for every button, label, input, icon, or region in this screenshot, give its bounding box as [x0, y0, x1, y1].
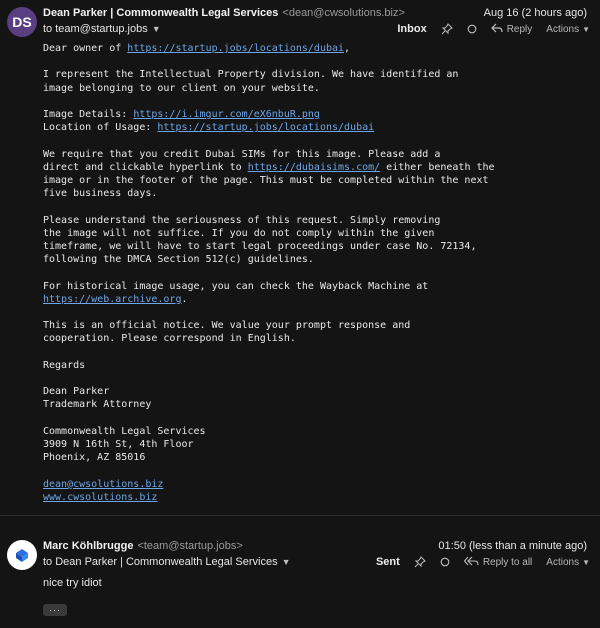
sender-address: <dean@cwsolutions.biz> — [282, 7, 405, 19]
website-link[interactable]: www.cwsolutions.biz — [43, 491, 158, 503]
body-text: Please understand the seriousness of this request. Simply removing — [43, 214, 441, 226]
message-date: 01:50 (less than a minute ago) — [438, 540, 587, 552]
body-text: I represent the Intellectual Property division. We have identified an — [43, 69, 459, 81]
sender-line[interactable] — [43, 540, 243, 552]
body-text: 3909 N 16th St, 4th Floor — [43, 439, 194, 451]
body-text: . — [181, 293, 188, 305]
message-toolbar — [362, 555, 590, 569]
avatar-initials: DS — [12, 14, 32, 30]
body-text: Dean Parker — [43, 386, 110, 398]
recipient-line[interactable] — [43, 23, 161, 35]
email-link[interactable]: dean@cwsolutions.biz — [43, 478, 164, 490]
circle-icon[interactable] — [467, 24, 477, 34]
message-date: Aug 16 (2 hours ago) — [483, 7, 587, 19]
recipient-text: to team@startup.jobs — [43, 23, 148, 35]
sender-name: Marc Köhlbrugge — [43, 540, 134, 552]
circle-icon[interactable] — [440, 557, 450, 567]
recipient-text: to Dean Parker | Commonwealth Legal Services — [43, 556, 278, 568]
body-text: For historical image usage, you can check the Wayback Machine at — [43, 280, 429, 292]
body-text: We require that you credit Dubai SIMs for this image. Please add a — [43, 148, 441, 160]
body-link[interactable]: https://startup.jobs/locations/dubai — [127, 43, 345, 54]
body-text: Location of Usage: — [43, 122, 158, 134]
message-body: nice try idiot — [43, 577, 102, 589]
message-body — [43, 42, 495, 504]
folder-label[interactable]: Inbox — [397, 23, 427, 35]
body-text: timeframe, we will have to start legal proceedings under case No. 72134, — [43, 241, 477, 253]
sender-avatar — [7, 540, 37, 570]
message-divider — [0, 515, 600, 516]
folder-label[interactable]: Sent — [375, 556, 400, 568]
actions-label: Actions — [546, 23, 580, 35]
body-text: Trademark Attorney — [43, 399, 152, 411]
cube-logo-icon — [13, 546, 31, 564]
body-text: the image will not suffice. If you do not comply within the given — [43, 227, 435, 239]
sender-address: <team@startup.jobs> — [137, 540, 243, 552]
reply-all-icon — [464, 555, 479, 569]
reply-all-label: Reply to all — [482, 556, 533, 568]
reply-button[interactable] — [491, 22, 533, 36]
chevron-down-icon: ▼ — [582, 557, 590, 567]
body-text: , — [344, 43, 351, 54]
body-text: Commonwealth Legal Services — [43, 425, 206, 437]
body-text: Regards — [43, 359, 86, 371]
pin-icon[interactable] — [414, 556, 426, 568]
chevron-down-icon: ▼ — [582, 24, 590, 34]
message-toolbar — [383, 22, 590, 36]
body-link[interactable]: https://i.imgur.com/eX6nbuR.png — [133, 109, 320, 121]
chevron-down-icon[interactable]: ▼ — [281, 557, 291, 567]
body-text: cooperation. Please correspond in English. — [43, 333, 296, 345]
reply-label: Reply — [506, 23, 533, 35]
sender-name: Dean Parker | Commonwealth Legal Services — [43, 7, 279, 19]
body-link[interactable]: https://startup.jobs/locations/dubai — [157, 122, 375, 134]
actions-menu[interactable] — [546, 557, 590, 568]
reply-icon — [491, 22, 503, 36]
body-text: image belonging to our client on your website. — [43, 82, 320, 94]
chevron-down-icon[interactable]: ▼ — [151, 24, 161, 34]
body-text: either beneath the — [380, 161, 495, 173]
body-text: following the DMCA Section 512(c) guidelines. — [43, 254, 314, 266]
body-link[interactable]: https://dubaisims.com/ — [247, 161, 381, 173]
actions-menu[interactable] — [546, 24, 590, 35]
actions-label: Actions — [546, 556, 580, 568]
sender-avatar — [7, 7, 37, 37]
body-text: Phoenix, AZ 85016 — [43, 452, 146, 464]
pin-icon[interactable] — [441, 23, 453, 35]
body-text: direct and clickable hyperlink to — [43, 161, 248, 173]
body-text: Dear owner of — [43, 43, 128, 54]
body-link[interactable]: https://web.archive.org — [43, 293, 182, 305]
body-text: image or in the footer of the page. This must be completed within the next — [43, 175, 489, 187]
sender-line[interactable] — [43, 7, 405, 19]
recipient-line[interactable] — [43, 556, 291, 568]
body-text: Image Details: — [43, 109, 134, 121]
reply-all-button[interactable] — [464, 555, 532, 569]
show-trimmed-button[interactable]: ··· — [43, 604, 67, 616]
body-text: This is an official notice. We value your prompt response and — [43, 320, 411, 332]
body-text: five business days. — [43, 188, 158, 200]
